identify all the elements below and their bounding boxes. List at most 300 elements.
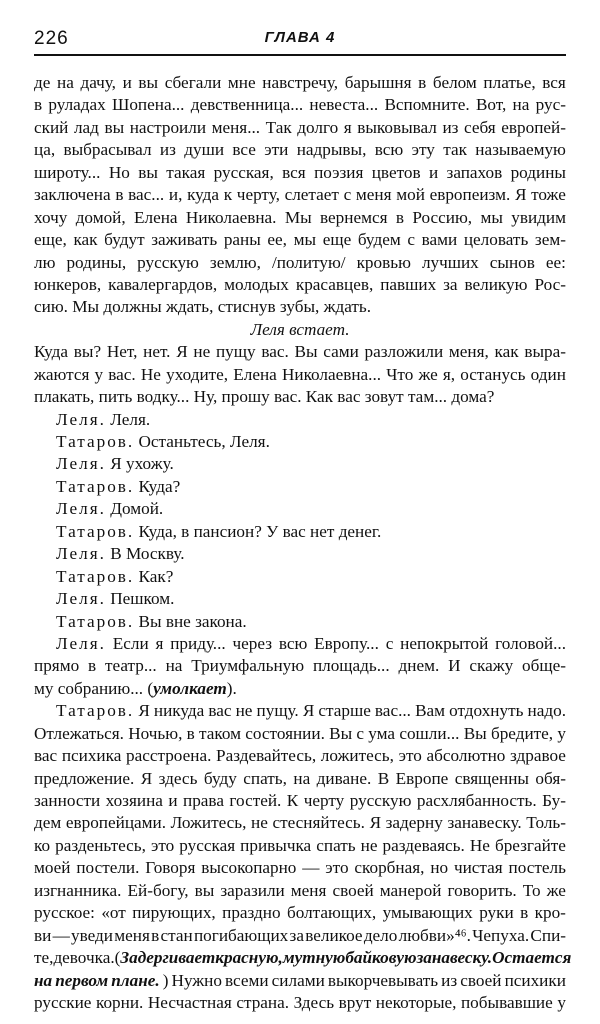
word: себя <box>464 117 496 137</box>
word: Я <box>138 701 150 721</box>
word: долго <box>297 117 339 137</box>
word: не <box>360 835 378 855</box>
line-text: Куда? <box>134 476 181 496</box>
word: Я <box>369 813 382 833</box>
text-line <box>34 296 566 318</box>
text-line <box>34 543 566 565</box>
word: Николаевна. <box>185 207 277 227</box>
word: великое <box>305 925 363 945</box>
word: священны <box>454 768 529 788</box>
line-text: Пешком. <box>105 589 175 609</box>
word: жаются <box>34 364 90 384</box>
word: вас. <box>108 364 136 384</box>
word: красавцев, <box>295 274 374 294</box>
word: черту <box>303 791 345 810</box>
word: не <box>193 342 211 362</box>
word: за <box>289 925 304 945</box>
word: страна. <box>236 992 290 1012</box>
word: останусь <box>460 364 526 384</box>
word: старше <box>318 701 371 721</box>
word: русскую <box>137 252 199 272</box>
word: вы <box>104 117 125 137</box>
word: состоянии. <box>245 723 325 743</box>
text-line <box>34 72 566 94</box>
word: Мы <box>284 207 312 227</box>
word: меня... <box>211 117 261 137</box>
word: называемую <box>475 140 566 160</box>
word: русскую <box>349 791 412 810</box>
word: гостей. <box>229 791 282 810</box>
word: расхлябанность. <box>416 791 537 810</box>
word: великую <box>464 274 528 294</box>
word: отдохнуть <box>449 701 524 721</box>
word: Рос- <box>534 274 566 294</box>
word: цветов <box>371 162 421 182</box>
word: праздно <box>222 903 281 923</box>
word: То <box>522 880 541 900</box>
word: обще- <box>522 656 566 676</box>
word: сбегали <box>164 73 222 92</box>
word: некоторые, <box>375 992 457 1012</box>
word: пущу <box>215 342 256 362</box>
word: всю <box>374 140 404 160</box>
word: кровью <box>356 252 411 272</box>
word: сынов <box>489 252 535 272</box>
word: белом <box>432 73 477 92</box>
word: Говоря <box>145 858 196 878</box>
emphasis-word: Остается <box>492 948 572 968</box>
page-number: 226 <box>34 28 69 49</box>
word: Елена <box>134 207 178 227</box>
word: ) <box>162 970 169 990</box>
text-line <box>34 566 566 588</box>
word: психики <box>504 970 566 990</box>
text-line <box>34 633 566 655</box>
word: обя- <box>535 768 566 788</box>
word: к <box>223 185 233 205</box>
text-line <box>34 745 566 767</box>
word: И <box>448 656 461 676</box>
word: это <box>398 746 422 766</box>
word: умывающих <box>382 903 473 923</box>
word: Вспомните. <box>384 95 470 115</box>
text-line <box>34 319 566 341</box>
word: с <box>407 230 415 250</box>
word: платье, <box>483 73 536 92</box>
word: Я <box>302 701 315 721</box>
word: целовать <box>463 230 529 250</box>
text-line <box>34 835 566 857</box>
word: Ложитесь, <box>170 813 247 833</box>
word: приду... <box>170 633 226 653</box>
word: головой... <box>495 633 566 653</box>
word: вас <box>34 746 58 766</box>
word: силами <box>271 970 325 990</box>
word: рус- <box>535 95 566 115</box>
word: надрывы, <box>296 140 367 160</box>
word: еще <box>322 230 352 250</box>
word: меня <box>290 880 327 900</box>
emphasis-word: занавеску. <box>416 948 493 968</box>
word: уведи <box>71 925 113 945</box>
word: слетает <box>284 185 339 205</box>
word: всю <box>278 633 308 653</box>
word: скажу <box>469 656 514 676</box>
word: молодых <box>224 274 289 294</box>
word: так <box>443 140 467 160</box>
emphasis-word: красную, <box>215 948 283 968</box>
line-text: Как? <box>134 566 174 586</box>
word: я <box>343 117 352 137</box>
speaker-name: Леля. <box>56 454 106 474</box>
word: погибающих <box>193 925 289 945</box>
word: с <box>356 723 365 743</box>
word: стан <box>160 925 193 945</box>
text-line <box>34 409 566 431</box>
text-line <box>34 364 566 386</box>
word: в <box>34 95 43 115</box>
word: вы <box>138 162 158 182</box>
word: корни. <box>95 992 144 1012</box>
word: Если <box>112 633 149 653</box>
word: широту... <box>34 162 101 182</box>
word: будут <box>104 230 145 250</box>
word: психика <box>61 746 122 766</box>
word: Вы <box>329 723 353 743</box>
text-line <box>34 812 566 834</box>
line-text: Леля встает. <box>250 319 350 339</box>
word: черту, <box>236 185 280 205</box>
word: зем- <box>534 230 566 250</box>
word: вас... <box>374 701 411 721</box>
word: вся <box>542 73 566 92</box>
word: хочу <box>34 207 68 227</box>
word: расстроена. <box>126 746 212 766</box>
emphasis-word: плане. <box>111 970 160 990</box>
word: не <box>251 813 268 833</box>
text-line <box>34 925 566 947</box>
speaker-name: Татаров. <box>56 611 135 631</box>
word: в <box>151 925 160 945</box>
word: Ей-богу, <box>127 880 189 900</box>
text-line <box>34 94 566 116</box>
text-line <box>34 476 566 498</box>
text-line <box>34 970 566 992</box>
word: разложили <box>364 342 444 362</box>
word: тоже <box>531 185 566 205</box>
speaker-name: Леля. <box>56 589 106 609</box>
emphasis-word: на <box>34 970 53 990</box>
emphasis-word: мутную <box>282 948 346 968</box>
word: из <box>441 970 458 990</box>
word: бредите, <box>490 723 554 743</box>
word: с <box>343 185 352 205</box>
word: — <box>52 925 70 945</box>
word: Раздевайтесь, <box>216 746 317 766</box>
word: на <box>293 768 311 788</box>
word: чистая <box>453 858 503 878</box>
word: спать <box>316 835 356 855</box>
word: лад <box>73 117 99 137</box>
word: Толь- <box>526 813 566 833</box>
word: своей <box>460 970 502 990</box>
word: на <box>57 73 74 92</box>
word: брезгайте <box>494 835 566 855</box>
word: Шопена... <box>111 95 185 115</box>
word: выра- <box>524 342 566 362</box>
word: Отлежаться. <box>34 723 124 743</box>
word: на <box>512 95 530 115</box>
word: меня <box>355 185 392 205</box>
speaker-name: Татаров. <box>56 476 135 496</box>
word: постель <box>508 858 566 878</box>
speaker-name: Татаров. <box>56 521 135 541</box>
word: Нужно <box>171 970 222 990</box>
text-line <box>34 678 566 700</box>
text-line <box>34 341 566 363</box>
word: выбрасывал <box>63 140 152 160</box>
word: же <box>418 364 438 384</box>
word: сами <box>323 342 359 362</box>
word: родины, <box>66 252 127 272</box>
chapter-title: ГЛАВА 4 <box>264 29 336 46</box>
word: лю <box>34 252 56 272</box>
word: кавалергардов, <box>108 274 218 294</box>
word: высокопарно <box>201 858 297 878</box>
word: ума <box>368 723 396 743</box>
word: К <box>286 791 299 810</box>
line-text: Леля. <box>105 409 151 429</box>
word: спать, <box>243 768 287 788</box>
word: пущу. <box>256 701 299 721</box>
word: привычка <box>240 835 312 855</box>
word: русская <box>179 835 236 855</box>
line-text: Я ухожу. <box>105 454 174 474</box>
word: и <box>122 73 132 92</box>
word: театр... <box>104 656 157 676</box>
word: дело <box>363 925 398 945</box>
word: здравое <box>510 746 566 766</box>
emphasis-word: байковую <box>345 948 417 968</box>
word: Бу- <box>542 791 566 810</box>
word: павших <box>380 274 437 294</box>
word: куда <box>187 185 220 205</box>
word: ( <box>114 948 121 968</box>
word: В <box>377 768 390 788</box>
line-text: Куда, в пансион? У вас нет денег. <box>134 521 382 541</box>
word: будем <box>357 230 401 250</box>
word: буду <box>203 768 237 788</box>
word: своей <box>332 880 374 900</box>
word: надо. <box>527 701 566 721</box>
word: русские <box>34 992 92 1012</box>
text-line <box>34 207 566 229</box>
speaker-name: Татаров. <box>56 432 135 451</box>
word: из <box>442 117 459 137</box>
word: мы <box>480 207 503 227</box>
word: днем. <box>398 656 440 676</box>
word: барышня <box>344 73 412 92</box>
text-line <box>34 902 566 924</box>
line-text: Домой. <box>105 499 164 519</box>
word: кро- <box>534 903 566 923</box>
word: задерну <box>385 813 443 833</box>
word: в <box>186 723 195 743</box>
word: меня <box>114 925 150 945</box>
text-line <box>34 139 566 161</box>
text-line <box>34 453 566 475</box>
word: с <box>385 633 394 653</box>
word: Елена <box>233 364 277 384</box>
word: это <box>150 835 175 855</box>
word: и <box>428 162 439 182</box>
word: — <box>302 858 320 878</box>
word: Нет, <box>106 342 138 362</box>
word: никуда <box>153 701 205 721</box>
word: эти <box>264 140 289 160</box>
word: стесняйтесь. <box>272 813 365 833</box>
word: я <box>155 633 164 653</box>
word: как <box>494 342 519 362</box>
word: болтающих, <box>286 903 377 923</box>
emphasis-word: первом <box>55 970 109 990</box>
speaker-name: Леля. <box>56 499 106 519</box>
word: вернемся <box>320 207 388 227</box>
word: настроили <box>129 117 207 137</box>
word: раздеваясь. <box>382 835 465 855</box>
text-line <box>34 117 566 139</box>
word: все <box>232 140 256 160</box>
word: побывавшие <box>460 992 553 1012</box>
body-text <box>34 72 572 1014</box>
word: ко <box>34 835 51 855</box>
word: увидим <box>511 207 566 227</box>
word: Несчастная <box>147 992 232 1012</box>
text-line <box>34 723 566 745</box>
word: Но <box>108 162 130 182</box>
word: землю, <box>209 252 261 272</box>
word: раны <box>223 230 261 250</box>
word: Спи- <box>530 925 566 945</box>
word: у <box>557 723 566 743</box>
word: уходите, <box>166 364 229 384</box>
speaker-name: Татаров. <box>56 566 135 586</box>
word: ви <box>34 925 52 945</box>
word: скорбная, <box>354 858 425 878</box>
emphasis-word: Татаров. <box>56 701 135 721</box>
word: вы <box>194 880 215 900</box>
word: руладах <box>48 95 106 115</box>
word: Здесь <box>293 992 335 1012</box>
line-text: Вы вне закона. <box>134 611 247 631</box>
word: русская, <box>213 162 274 182</box>
word: манерой <box>379 880 442 900</box>
text-line <box>34 790 566 812</box>
word: Что <box>386 364 414 384</box>
word: моей <box>34 858 71 878</box>
word: невеста... <box>309 95 379 115</box>
word: вами <box>421 230 458 250</box>
word: Европе <box>395 768 449 788</box>
word: заживать <box>151 230 218 250</box>
word: площадь... <box>312 656 390 676</box>
line-text: В Москву. <box>105 544 185 564</box>
word: права <box>183 791 224 810</box>
word: я, <box>442 364 456 384</box>
word: в <box>115 185 124 205</box>
text-line <box>34 588 566 610</box>
line-text: ). <box>226 678 237 698</box>
page-header <box>34 26 566 56</box>
word: Вот, <box>475 95 507 115</box>
word: любви»⁴⁶. <box>398 925 471 945</box>
word: европейцами. <box>65 813 167 833</box>
emphasis-word: Задергивает <box>120 948 216 968</box>
word: заключена <box>34 185 111 205</box>
word: ее, <box>267 230 287 250</box>
word: в <box>520 903 529 923</box>
text-line <box>34 947 572 969</box>
speaker-name: Леля. <box>56 409 106 429</box>
word: запахов <box>446 162 503 182</box>
word: через <box>232 633 273 653</box>
word: дачу, <box>80 73 116 92</box>
word: прямо <box>34 656 80 676</box>
word: сошли... <box>399 723 460 743</box>
word: Николаевна... <box>281 364 382 384</box>
word: родины <box>510 162 566 182</box>
word: европей- <box>501 117 566 137</box>
word: Я <box>140 768 153 788</box>
word: юнкеров, <box>34 274 102 294</box>
word: девственница... <box>190 95 304 115</box>
word: у <box>557 992 566 1012</box>
word: хозяина <box>105 791 163 810</box>
word: Вы <box>294 342 318 362</box>
word: всеми <box>225 970 269 990</box>
word: Чепуха. <box>472 925 530 945</box>
word: эту <box>411 140 435 160</box>
word: еще, <box>34 230 67 250</box>
word: врут <box>338 992 372 1012</box>
word: на <box>165 656 183 676</box>
word: выковывал <box>357 117 437 137</box>
text-line <box>34 611 566 633</box>
text-line <box>34 386 566 408</box>
text-line <box>34 880 566 902</box>
word: выкорчевывать <box>327 970 439 990</box>
word: девочка. <box>53 948 115 968</box>
word: и, <box>168 185 183 205</box>
word: такая <box>166 162 206 182</box>
word: /политую/ <box>271 252 346 272</box>
text-line <box>34 274 566 296</box>
word: меня, <box>448 342 489 362</box>
word: де <box>34 73 51 92</box>
word: домой, <box>75 207 126 227</box>
text-line <box>34 498 566 520</box>
word: навстречу, <box>262 73 339 92</box>
word: души <box>184 140 225 160</box>
word: нет. <box>143 342 171 362</box>
word: вся <box>282 162 306 182</box>
word: дем <box>34 813 62 833</box>
word: Не <box>140 364 161 384</box>
word: Я <box>176 342 188 362</box>
word: Куда <box>34 342 69 362</box>
word: вас <box>208 701 232 721</box>
word: это <box>325 858 349 878</box>
